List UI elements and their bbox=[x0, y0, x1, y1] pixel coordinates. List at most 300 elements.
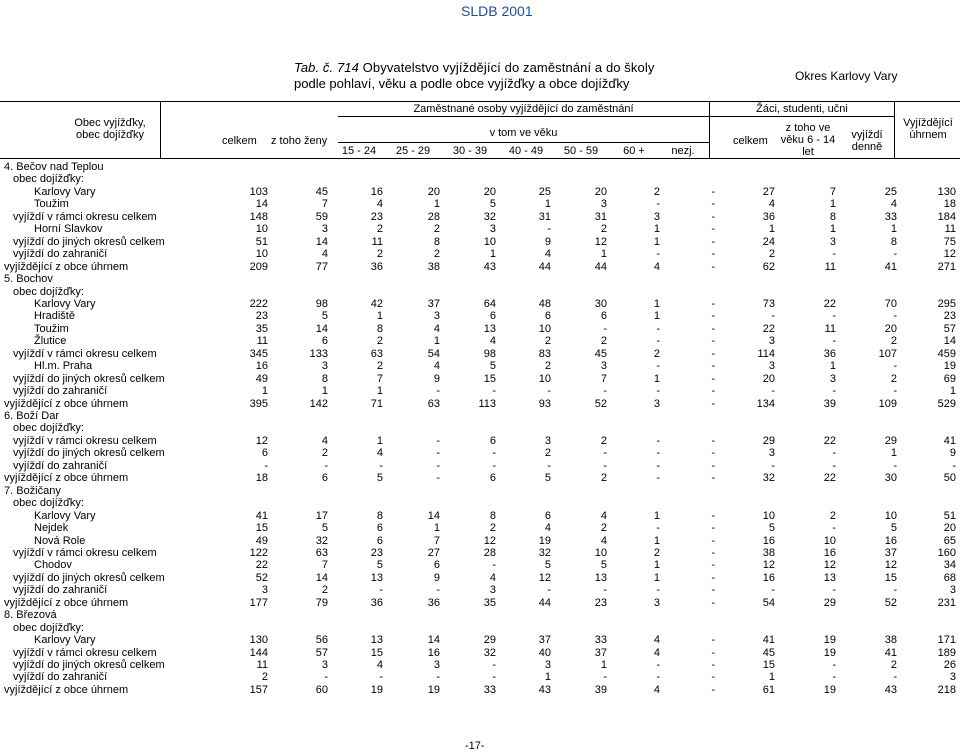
table-cell: 8 bbox=[489, 509, 496, 522]
table-cell: 8 bbox=[376, 509, 383, 522]
table-cell: 1 bbox=[653, 223, 660, 236]
table-cell: - bbox=[656, 322, 660, 335]
table-cell: 1 bbox=[261, 385, 268, 398]
table-cell: 7 bbox=[321, 198, 328, 211]
table-cell: 63 bbox=[315, 546, 328, 559]
table-cell: 56 bbox=[315, 634, 328, 647]
table-cell: 4 bbox=[768, 198, 775, 211]
table-cell: 11 bbox=[256, 659, 268, 671]
table-cell: 1 bbox=[890, 223, 897, 236]
table-cell: 4 bbox=[321, 248, 328, 261]
table-row bbox=[0, 460, 960, 472]
table-cell: - bbox=[711, 434, 715, 447]
table-cell: 2 bbox=[890, 372, 897, 385]
table-cell: 32 bbox=[483, 646, 496, 659]
table-cell: 98 bbox=[315, 297, 328, 310]
table-cell: 1 bbox=[433, 522, 440, 535]
page-number: -17- bbox=[465, 740, 485, 752]
table-cell: - bbox=[771, 584, 775, 597]
table-cell: 22 bbox=[823, 297, 836, 310]
table-cell: 144 bbox=[249, 646, 268, 659]
table-cell: 15 bbox=[762, 659, 775, 671]
table-cell: 37 bbox=[427, 297, 440, 310]
table-cell: 13 bbox=[823, 571, 836, 584]
table-cell: - bbox=[711, 385, 715, 398]
table-cell: 1 bbox=[653, 559, 660, 572]
table-cell: 65 bbox=[943, 534, 956, 547]
table-cell: 31 bbox=[594, 210, 607, 223]
table-cell: 29 bbox=[823, 596, 836, 609]
row-label: obec dojížďky: bbox=[13, 285, 84, 298]
table-cell: 37 bbox=[538, 634, 551, 647]
table-cell: 3 bbox=[321, 223, 328, 236]
table-cell: - bbox=[711, 534, 715, 547]
table-cell: - bbox=[436, 447, 440, 460]
table-cell: - bbox=[264, 459, 268, 472]
table-cell: 4 bbox=[489, 571, 496, 584]
row-label: obec dojížďky: bbox=[13, 497, 84, 510]
table-row bbox=[0, 472, 960, 484]
table-cell: 9 bbox=[544, 235, 551, 248]
table-cell: 2 bbox=[489, 522, 496, 535]
table-cell: 271 bbox=[937, 260, 956, 273]
table-cell: 295 bbox=[937, 297, 956, 310]
table-cell: 3 bbox=[433, 659, 440, 671]
table-cell: 2 bbox=[433, 248, 440, 261]
table-cell: 54 bbox=[427, 347, 440, 360]
table-cell: 9 bbox=[949, 447, 956, 460]
table-cell: 184 bbox=[937, 210, 956, 223]
row-label: vyjíždějící z obce úhrnem bbox=[4, 397, 129, 410]
table-row bbox=[0, 385, 960, 397]
table-cell: - bbox=[711, 522, 715, 535]
table-cell: 3 bbox=[829, 235, 836, 248]
row-label: 4. Bečov nad Teplou bbox=[4, 161, 104, 173]
table-cell: 6 bbox=[489, 310, 496, 323]
table-row bbox=[0, 398, 960, 410]
table-cell: - bbox=[832, 447, 836, 460]
row-label: vyjíždí do zahraničí bbox=[13, 459, 108, 472]
table-cell: - bbox=[711, 634, 715, 647]
table-cell: 1 bbox=[433, 198, 440, 211]
table-cell: 5 bbox=[489, 198, 496, 211]
row-label: obec dojížďky: bbox=[13, 173, 84, 186]
table-cell: 11 bbox=[256, 335, 268, 348]
table-cell: 3 bbox=[768, 335, 775, 348]
table-cell: 3 bbox=[653, 210, 660, 223]
table-cell: - bbox=[324, 459, 328, 472]
table-row bbox=[0, 547, 960, 559]
table-cell: - bbox=[492, 447, 496, 460]
table-cell: 6 bbox=[544, 509, 551, 522]
table-row bbox=[0, 535, 960, 547]
table-cell: - bbox=[711, 559, 715, 572]
table-cell: 49 bbox=[255, 372, 268, 385]
table-cell: - bbox=[603, 671, 607, 684]
table-cell: - bbox=[656, 248, 660, 261]
table-cell: 73 bbox=[762, 297, 775, 310]
table-cell: 2 bbox=[653, 347, 660, 360]
table-cell: - bbox=[711, 297, 715, 310]
row-label: vyjíždí do jiných okresů celkem bbox=[13, 372, 165, 385]
table-cell: 10 bbox=[823, 534, 836, 547]
table-cell: 6 bbox=[544, 310, 551, 323]
col-header-age-60-plus: 60 + bbox=[623, 145, 645, 157]
table-cell: - bbox=[711, 322, 715, 335]
table-cell: 93 bbox=[538, 397, 551, 410]
table-section-row bbox=[0, 622, 960, 634]
row-label: 7. Božičany bbox=[4, 484, 61, 497]
table-row bbox=[0, 572, 960, 584]
table-cell: 11 bbox=[371, 235, 383, 248]
table-row bbox=[0, 559, 960, 571]
table-cell: 36 bbox=[370, 260, 383, 273]
table-cell: 19 bbox=[943, 360, 956, 373]
table-cell: 57 bbox=[315, 646, 328, 659]
table-cell: 64 bbox=[483, 297, 496, 310]
table-cell: 61 bbox=[762, 683, 775, 696]
header-bottom-rule bbox=[0, 158, 960, 159]
table-cell: 1 bbox=[600, 248, 607, 261]
row-label: vyjíždějící z obce úhrnem bbox=[4, 472, 129, 485]
table-cell: 27 bbox=[762, 185, 775, 198]
table-row bbox=[0, 684, 960, 696]
table-cell: 43 bbox=[884, 683, 897, 696]
row-label: Hl.m. Praha bbox=[34, 360, 93, 373]
table-cell: 50 bbox=[943, 472, 956, 485]
table-cell: 45 bbox=[315, 185, 328, 198]
table-cell: 4 bbox=[544, 248, 551, 261]
table-cell: 83 bbox=[538, 347, 551, 360]
table-cell: 30 bbox=[884, 472, 897, 485]
table-number: Tab. č. 714 bbox=[294, 60, 359, 75]
table-cell: 4 bbox=[321, 434, 328, 447]
table-cell: 20 bbox=[483, 185, 496, 198]
table-cell: 14 bbox=[315, 322, 328, 335]
table-cell: 32 bbox=[483, 210, 496, 223]
table-cell: 1 bbox=[433, 335, 440, 348]
table-cell: - bbox=[711, 210, 715, 223]
row-label: vyjíždějící z obce úhrnem bbox=[4, 260, 129, 273]
table-title bbox=[294, 60, 654, 75]
table-cell: 5 bbox=[544, 472, 551, 485]
row-label: Karlovy Vary bbox=[34, 297, 96, 310]
table-cell: 1 bbox=[376, 310, 383, 323]
table-cell: 3 bbox=[768, 447, 775, 460]
col-sep bbox=[894, 101, 895, 158]
table-cell: 1 bbox=[829, 223, 836, 236]
table-cell: 18 bbox=[255, 472, 268, 485]
table-cell: 1 bbox=[544, 671, 551, 684]
table-cell: 3 bbox=[544, 434, 551, 447]
table-cell: 6 bbox=[376, 534, 383, 547]
table-row bbox=[0, 510, 960, 522]
table-cell: 2 bbox=[890, 335, 897, 348]
table-cell: - bbox=[711, 372, 715, 385]
table-cell: 20 bbox=[594, 185, 607, 198]
table-cell: 122 bbox=[249, 546, 268, 559]
table-cell: 114 bbox=[757, 347, 775, 360]
col-header-age-30-39: 30 - 39 bbox=[452, 145, 488, 157]
table-cell: 11 bbox=[944, 223, 956, 236]
row-label: Toužim bbox=[34, 322, 69, 335]
row-label: vyjíždějící z obce úhrnem bbox=[4, 596, 129, 609]
table-row bbox=[0, 634, 960, 646]
table-cell: - bbox=[603, 584, 607, 597]
table-cell: 38 bbox=[427, 260, 440, 273]
table-cell: 160 bbox=[937, 546, 956, 559]
table-cell: - bbox=[656, 584, 660, 597]
table-row bbox=[0, 584, 960, 596]
row-label: obec dojížďky: bbox=[13, 422, 84, 435]
table-cell: 1 bbox=[544, 198, 551, 211]
table-cell: - bbox=[656, 659, 660, 671]
table-cell: 5 bbox=[376, 472, 383, 485]
table-cell: 12 bbox=[884, 559, 897, 572]
table-cell: 3 bbox=[768, 360, 775, 373]
table-cell: 1 bbox=[653, 297, 660, 310]
table-cell: - bbox=[711, 347, 715, 360]
table-cell: 3 bbox=[829, 372, 836, 385]
table-cell: 43 bbox=[538, 683, 551, 696]
row-label: vyjíždí do jiných okresů celkem bbox=[13, 235, 165, 248]
table-row bbox=[0, 223, 960, 235]
students-group-rule bbox=[710, 116, 894, 117]
table-cell: - bbox=[893, 248, 897, 261]
table-cell: 6 bbox=[489, 472, 496, 485]
page-banner bbox=[0, 0, 960, 22]
table-cell: - bbox=[492, 459, 496, 472]
table-cell: - bbox=[492, 659, 496, 671]
table-cell: 49 bbox=[255, 534, 268, 547]
table-cell: 24 bbox=[762, 235, 775, 248]
table-row bbox=[0, 647, 960, 659]
table-cell: 3 bbox=[489, 584, 496, 597]
table-row bbox=[0, 335, 960, 347]
table-cell: 10 bbox=[538, 372, 551, 385]
row-label: vyjíždí do jiných okresů celkem bbox=[13, 571, 165, 584]
table-cell: 36 bbox=[370, 596, 383, 609]
table-cell: 38 bbox=[884, 634, 897, 647]
table-cell: - bbox=[711, 447, 715, 460]
table-cell: 30 bbox=[594, 297, 607, 310]
table-row bbox=[0, 248, 960, 260]
table-cell: 19 bbox=[823, 683, 836, 696]
row-label: vyjíždí do zahraničí bbox=[13, 584, 108, 597]
table-cell: 103 bbox=[249, 185, 268, 198]
table-cell: 6 bbox=[600, 310, 607, 323]
table-cell: 6 bbox=[433, 559, 440, 572]
table-cell: - bbox=[832, 522, 836, 535]
table-cell: - bbox=[436, 434, 440, 447]
table-cell: 52 bbox=[594, 397, 607, 410]
table-cell: 4 bbox=[653, 683, 660, 696]
table-cell: 4 bbox=[376, 659, 383, 671]
row-label: Nejdek bbox=[34, 522, 69, 535]
row-label: Karlovy Vary bbox=[34, 185, 96, 198]
table-cell: 71 bbox=[370, 397, 383, 410]
table-cell: 1 bbox=[600, 659, 607, 671]
table-row bbox=[0, 211, 960, 223]
table-cell: - bbox=[711, 360, 715, 373]
col-header-z-toho-zeny: z toho ženy bbox=[271, 135, 328, 147]
total-col-header: Vyjíždějící úhrnem bbox=[903, 117, 953, 141]
table-cell: 15 bbox=[370, 646, 383, 659]
table-cell: 25 bbox=[538, 185, 551, 198]
table-cell: 23 bbox=[370, 210, 383, 223]
table-cell: 1 bbox=[653, 310, 660, 323]
table-cell: - bbox=[832, 310, 836, 323]
table-cell: 1 bbox=[653, 509, 660, 522]
table-cell: - bbox=[832, 248, 836, 261]
col-sep bbox=[160, 101, 161, 158]
table-cell: - bbox=[771, 310, 775, 323]
table-cell: 5 bbox=[376, 559, 383, 572]
table-cell: 3 bbox=[544, 659, 551, 671]
table-cell: 41 bbox=[943, 434, 956, 447]
table-cell: 19 bbox=[823, 634, 836, 647]
table-cell: 48 bbox=[538, 297, 551, 310]
table-cell: 9 bbox=[433, 571, 440, 584]
table-cell: 6 bbox=[261, 447, 268, 460]
row-label: Chodov bbox=[34, 559, 72, 572]
table-cell: 13 bbox=[594, 571, 607, 584]
table-title-line2: podle pohlaví, věku a podle obce vyjížďky a obce dojížďky bbox=[294, 76, 630, 91]
table-cell: - bbox=[771, 385, 775, 398]
table-cell: 32 bbox=[762, 472, 775, 485]
table-cell: 5 bbox=[321, 522, 328, 535]
col-header-age-40-49: 40 - 49 bbox=[508, 145, 544, 157]
table-cell: - bbox=[436, 584, 440, 597]
table-cell: - bbox=[711, 260, 715, 273]
col-header-students-daily: vyjíždí denně bbox=[851, 129, 883, 153]
table-cell: 4 bbox=[653, 646, 660, 659]
table-cell: 20 bbox=[884, 322, 897, 335]
table-cell: - bbox=[711, 596, 715, 609]
table-cell: - bbox=[436, 459, 440, 472]
table-cell: 7 bbox=[829, 185, 836, 198]
table-cell: 189 bbox=[937, 646, 956, 659]
table-row bbox=[0, 236, 960, 248]
table-cell: 231 bbox=[937, 596, 956, 609]
table-cell: 16 bbox=[255, 360, 268, 373]
table-cell: 41 bbox=[762, 634, 775, 647]
table-cell: 37 bbox=[594, 646, 607, 659]
table-cell: 2 bbox=[653, 185, 660, 198]
table-cell: - bbox=[952, 459, 956, 472]
table-cell: 77 bbox=[315, 260, 328, 273]
table-cell: 7 bbox=[433, 534, 440, 547]
row-label: vyjíždějící z obce úhrnem bbox=[4, 683, 129, 696]
table-cell: 13 bbox=[370, 634, 383, 647]
table-cell: 22 bbox=[823, 472, 836, 485]
table-cell: 41 bbox=[884, 646, 897, 659]
table-cell: 2 bbox=[321, 584, 328, 597]
table-row bbox=[0, 298, 960, 310]
table-cell: 3 bbox=[949, 671, 956, 684]
table-cell: - bbox=[656, 522, 660, 535]
rowhead-label: Obec vyjížďky, obec dojížďky bbox=[74, 117, 146, 141]
table-cell: 7 bbox=[321, 559, 328, 572]
table-cell: 19 bbox=[427, 683, 440, 696]
table-section-row bbox=[0, 497, 960, 509]
table-cell: - bbox=[771, 459, 775, 472]
row-label: 5. Bochov bbox=[4, 273, 53, 286]
table-cell: - bbox=[832, 659, 836, 671]
table-section-row bbox=[0, 485, 960, 497]
table-cell: 459 bbox=[937, 347, 956, 360]
row-label: vyjíždí v rámci okresu celkem bbox=[13, 646, 157, 659]
table-cell: 44 bbox=[538, 596, 551, 609]
table-cell: - bbox=[656, 472, 660, 485]
table-cell: - bbox=[711, 397, 715, 410]
table-cell: 12 bbox=[762, 559, 775, 572]
table-cell: 19 bbox=[538, 534, 551, 547]
table-cell: 2 bbox=[376, 248, 383, 261]
table-cell: 113 bbox=[478, 397, 496, 410]
table-cell: - bbox=[832, 584, 836, 597]
table-cell: 2 bbox=[653, 546, 660, 559]
table-cell: - bbox=[893, 459, 897, 472]
table-cell: 28 bbox=[427, 210, 440, 223]
table-cell: 20 bbox=[762, 372, 775, 385]
table-cell: 2 bbox=[376, 223, 383, 236]
table-cell: - bbox=[711, 509, 715, 522]
table-cell: 1 bbox=[489, 248, 496, 261]
table-cell: 44 bbox=[538, 260, 551, 273]
table-cell: 3 bbox=[653, 397, 660, 410]
table-cell: - bbox=[656, 385, 660, 398]
table-cell: 43 bbox=[483, 260, 496, 273]
table-cell: 171 bbox=[937, 634, 956, 647]
table-cell: 5 bbox=[489, 360, 496, 373]
table-cell: - bbox=[436, 472, 440, 485]
table-cell: 1 bbox=[768, 223, 775, 236]
table-cell: 11 bbox=[824, 322, 836, 335]
table-cell: 42 bbox=[370, 297, 383, 310]
employed-group-header: Zaměstnané osoby vyjíždějící do zaměstnání bbox=[413, 103, 634, 115]
table-cell: 26 bbox=[943, 659, 956, 671]
table-cell: 3 bbox=[600, 198, 607, 211]
table-cell: 107 bbox=[878, 347, 897, 360]
col-header-celkem: celkem bbox=[222, 135, 257, 147]
table-cell: 345 bbox=[249, 347, 268, 360]
table-cell: 2 bbox=[768, 248, 775, 261]
table-section-row bbox=[0, 410, 960, 422]
table-row bbox=[0, 373, 960, 385]
table-cell: - bbox=[547, 584, 551, 597]
row-label: Nová Role bbox=[34, 534, 86, 547]
table-cell: 8 bbox=[321, 372, 328, 385]
col-header-age-unknown: nezj. bbox=[671, 145, 695, 157]
table-cell: 3 bbox=[600, 360, 607, 373]
table-cell: - bbox=[656, 335, 660, 348]
table-cell: - bbox=[656, 447, 660, 460]
table-cell: 1 bbox=[829, 360, 836, 373]
table-cell: - bbox=[711, 223, 715, 236]
table-cell: 33 bbox=[483, 683, 496, 696]
table-cell: - bbox=[832, 671, 836, 684]
table-cell: - bbox=[893, 360, 897, 373]
row-label: vyjíždí v rámci okresu celkem bbox=[13, 546, 157, 559]
table-cell: 33 bbox=[594, 634, 607, 647]
table-row bbox=[0, 435, 960, 447]
row-label: vyjíždí do jiných okresů celkem bbox=[13, 659, 165, 671]
table-cell: 1 bbox=[829, 198, 836, 211]
table-cell: 52 bbox=[884, 596, 897, 609]
table-cell: 63 bbox=[427, 397, 440, 410]
table-cell: 2 bbox=[544, 447, 551, 460]
